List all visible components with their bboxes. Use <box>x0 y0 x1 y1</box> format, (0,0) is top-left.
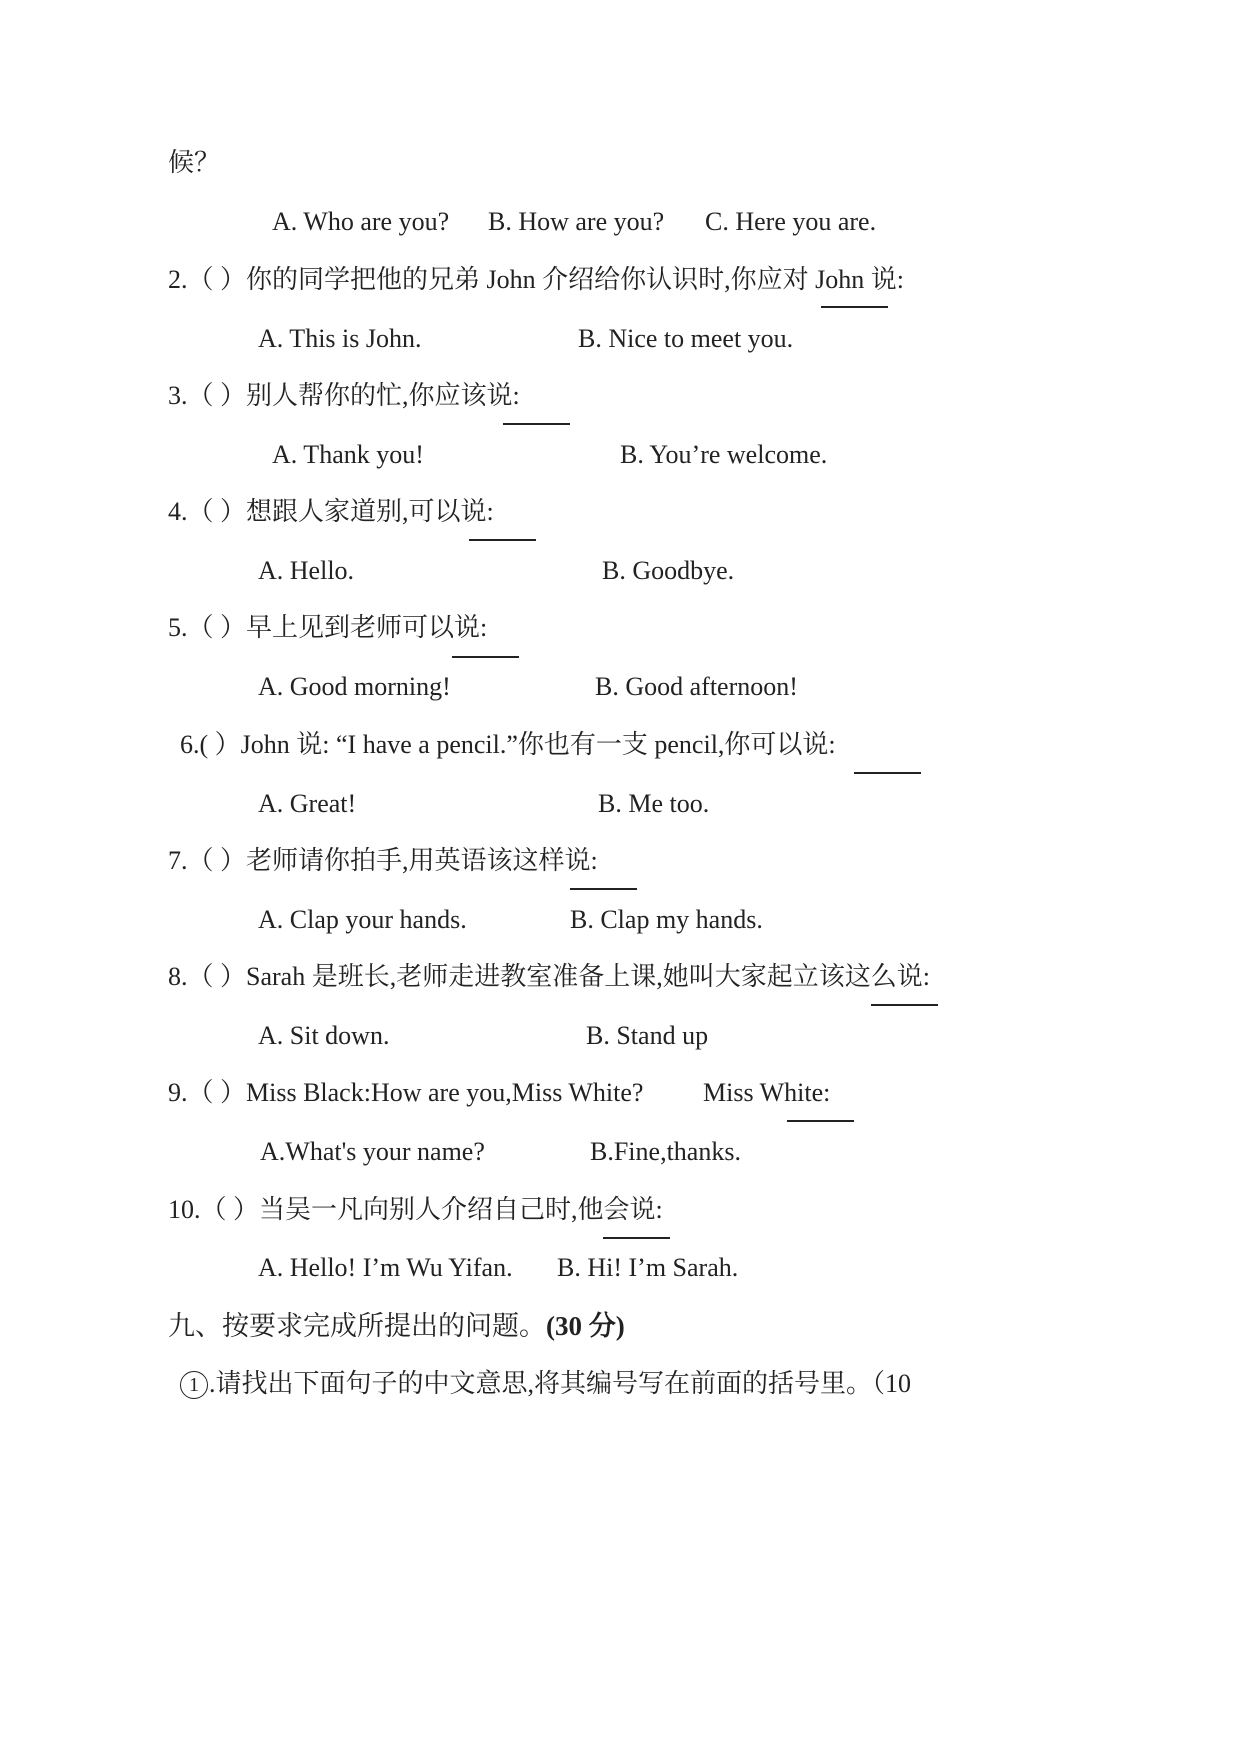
q10-option-b: B. Hi! I’m Sarah. <box>557 1253 739 1282</box>
q1-option-b: B. How are you? <box>488 207 665 236</box>
part-1-text: .请找出下面句子的中文意思,将其编号写在前面的括号里。（10 <box>209 1369 912 1398</box>
q2-stem: 2.（ ）你的同学把他的兄弟 John 介绍给你认识时,你应对 John 说: <box>168 265 904 294</box>
q10-stem: 10.（ ）当吴一凡向别人介绍自己时,他会说: <box>168 1195 663 1224</box>
q1-option-a: A. Who are you? <box>272 207 450 236</box>
q8-answer-blank <box>871 1004 938 1006</box>
q6-answer-blank <box>854 772 921 774</box>
q4-answer-blank <box>469 539 536 541</box>
q7-stem: 7.（ ）老师请你拍手,用英语该这样说: <box>168 846 598 875</box>
q7-option-a: A. Clap your hands. <box>258 905 467 934</box>
q4-option-a: A. Hello. <box>258 556 355 585</box>
q3-option-a: A. Thank you! <box>272 440 424 469</box>
q2-option-a: A. This is John. <box>258 324 422 353</box>
q9-answer-blank <box>787 1120 854 1122</box>
q3-answer-blank <box>503 423 570 425</box>
q6-option-b: B. Me too. <box>598 789 710 818</box>
q9-option-a: A.What's your name? <box>260 1137 485 1166</box>
q5-stem: 5.（ ）早上见到老师可以说: <box>168 613 488 642</box>
q5-answer-blank <box>452 656 519 658</box>
q9-stem: 9.（ ）Miss Black:How are you,Miss White? <box>168 1078 644 1107</box>
q10-option-a: A. Hello! I’m Wu Yifan. <box>258 1253 513 1282</box>
q2-answer-blank <box>821 306 888 308</box>
q7-answer-blank <box>570 888 637 890</box>
q2-option-b: B. Nice to meet you. <box>578 324 794 353</box>
q9-speaker: Miss White: <box>703 1078 831 1107</box>
part-1-circled-number: 1 <box>180 1371 208 1399</box>
q8-stem: 8.（ ）Sarah 是班长,老师走进教室准备上课,她叫大家起立该这么说: <box>168 962 930 991</box>
q8-option-b: B. Stand up <box>586 1021 709 1050</box>
q4-option-b: B. Goodbye. <box>602 556 735 585</box>
q9-option-b: B.Fine,thanks. <box>590 1137 741 1166</box>
part-1-instruction <box>180 1368 911 1400</box>
q5-option-a: A. Good morning! <box>258 672 451 701</box>
q5-option-b: B. Good afternoon! <box>595 672 798 701</box>
q7-option-b: B. Clap my hands. <box>570 905 763 934</box>
q10-answer-blank <box>603 1237 670 1239</box>
section-9-heading <box>168 1310 625 1342</box>
q6-option-a: A. Great! <box>258 789 357 818</box>
q3-stem: 3.（ ）别人帮你的忙,你应该说: <box>168 381 520 410</box>
section-9-score: (30 分) <box>546 1311 625 1341</box>
section-9-title: 九、按要求完成所提出的问题。 <box>168 1311 546 1341</box>
question-continuation: 候？ <box>168 148 221 177</box>
q3-option-b: B. You’re welcome. <box>620 440 828 469</box>
q1-option-c: C. Here you are. <box>705 207 877 236</box>
q6-stem: 6.( ）John 说: “I have a pencil.”你也有一支 pencil,你可以说: <box>180 730 836 759</box>
q8-option-a: A. Sit down. <box>258 1021 390 1050</box>
q4-stem: 4.（ ）想跟人家道别,可以说: <box>168 497 494 526</box>
